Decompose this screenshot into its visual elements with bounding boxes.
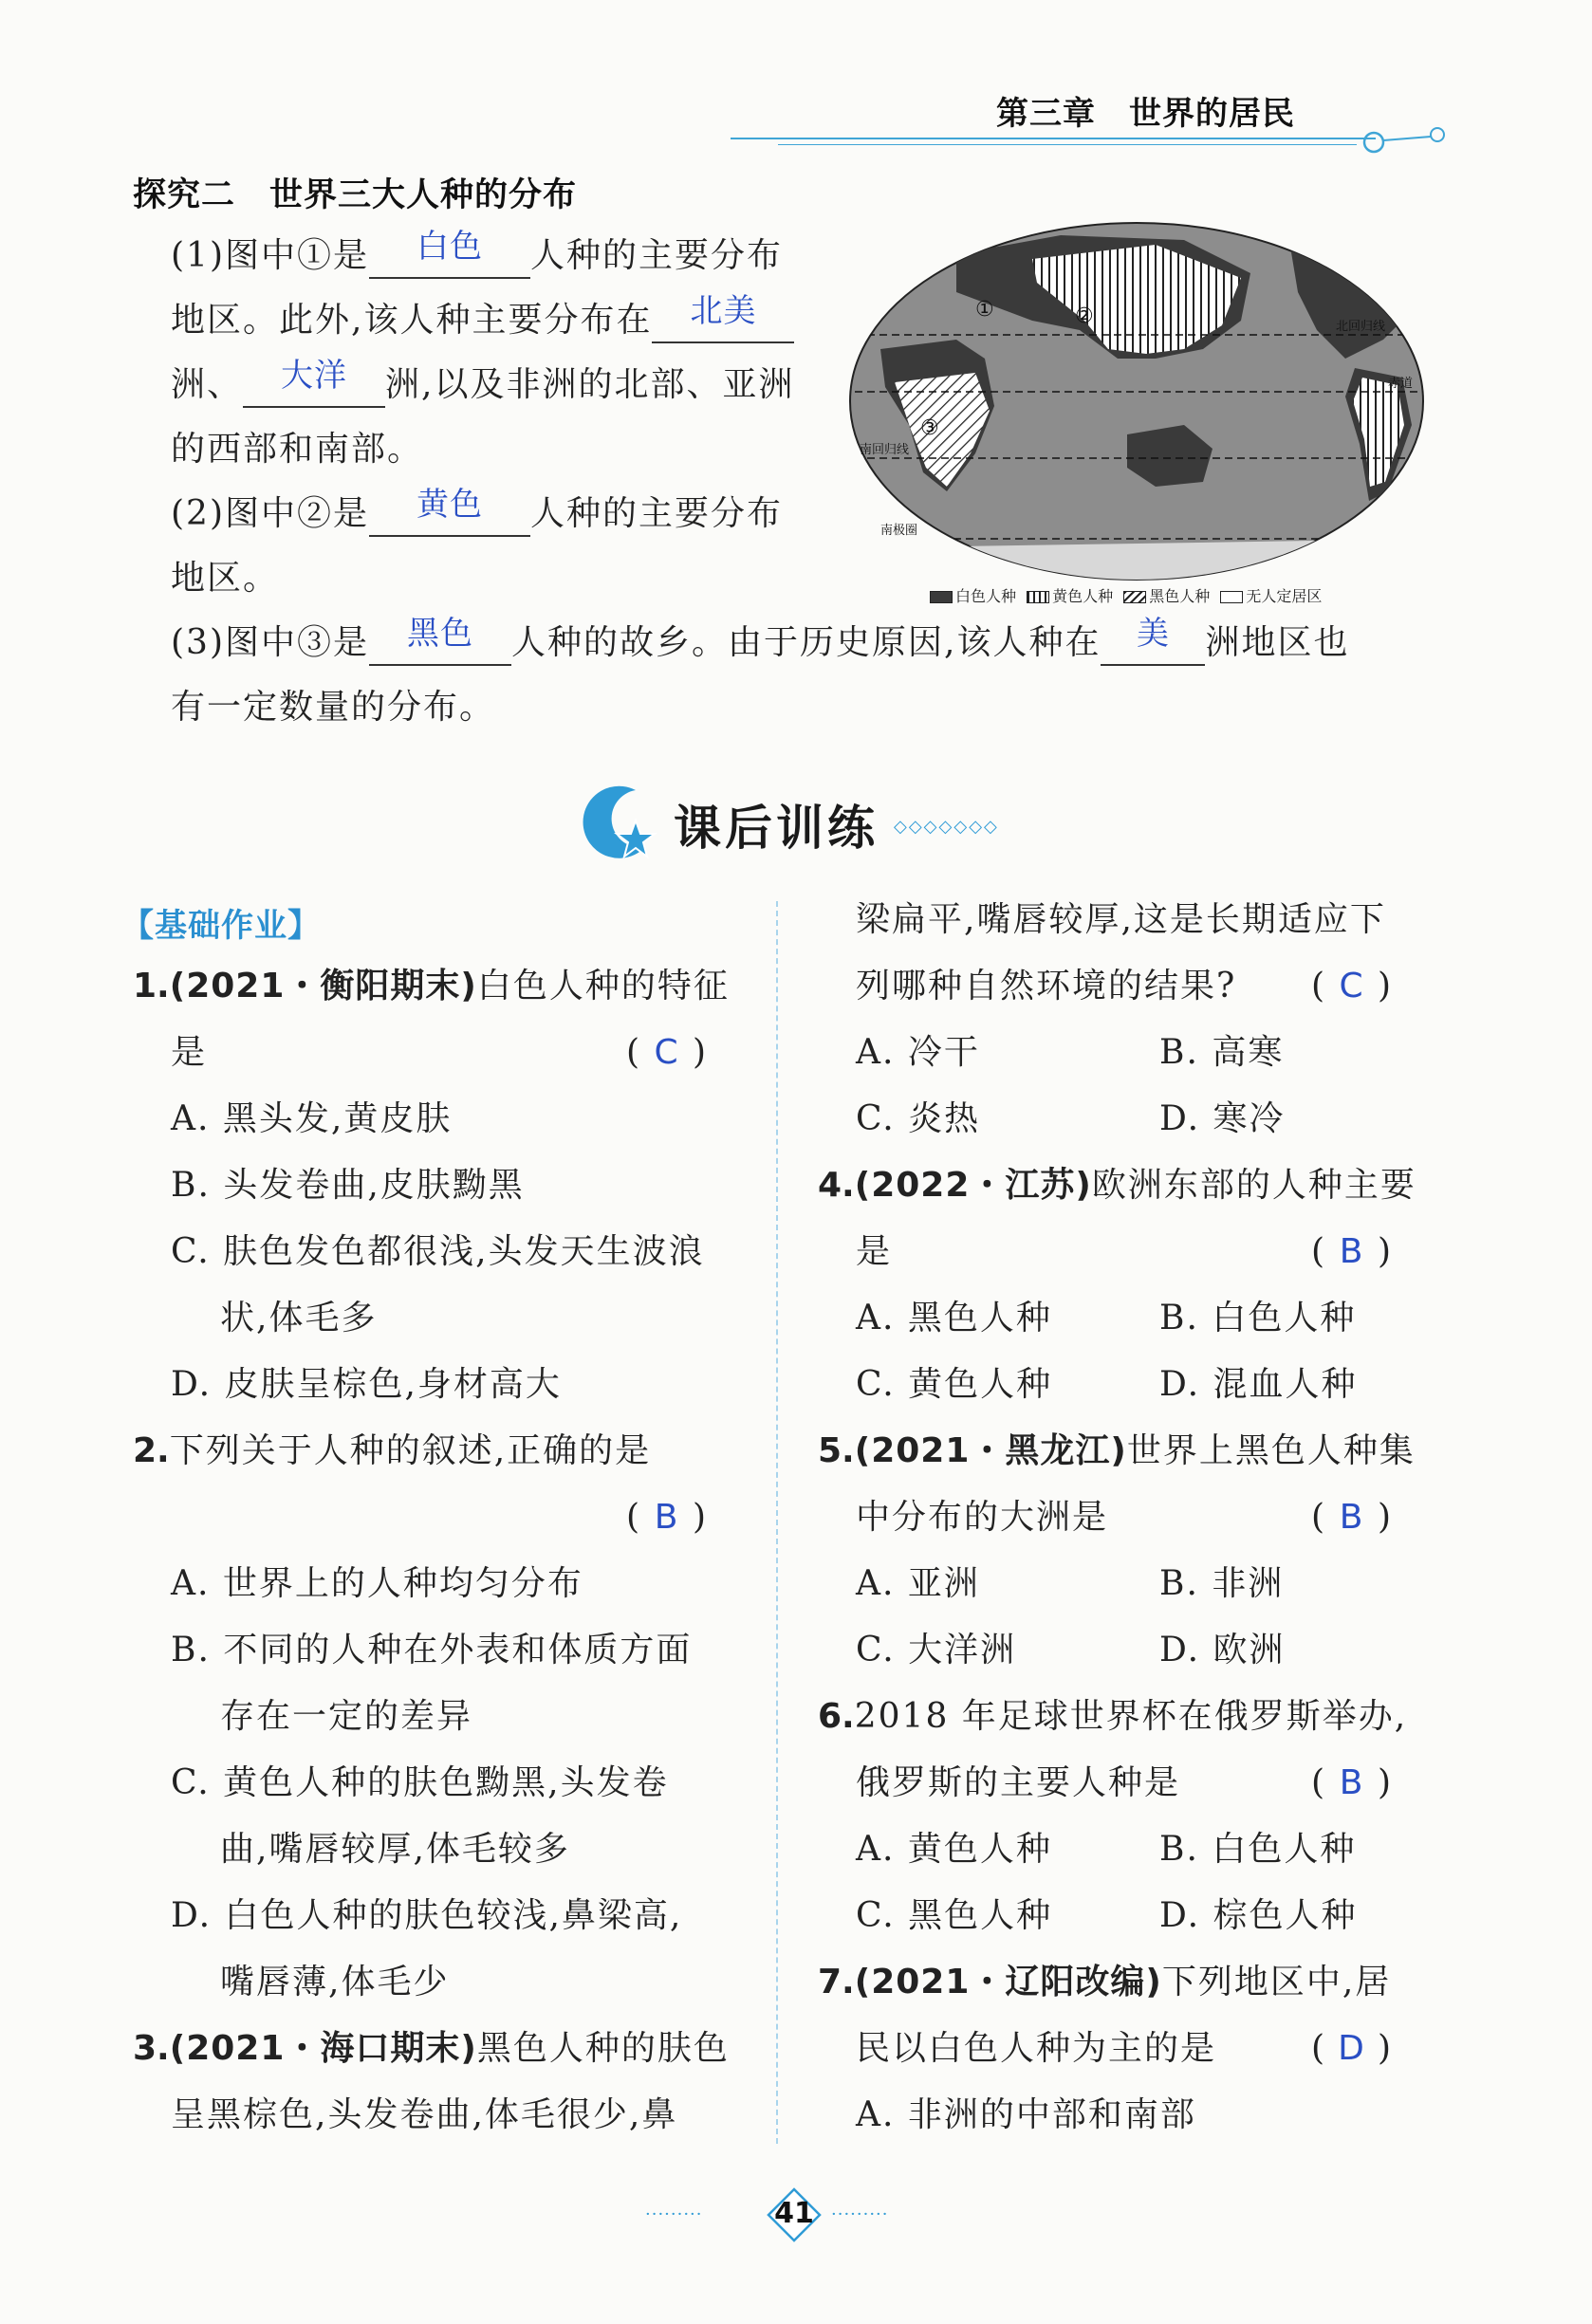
explore-line-3 [171,357,795,408]
footer-dots-right: ········· [831,2204,889,2224]
footer-dots-left: ········· [645,2204,703,2224]
question-stem: 2018 年足球世界杯在俄罗斯举办, [854,1697,1408,1736]
q2-answer-paren: ( B ) [626,1495,706,1540]
q6-option-a: A. 黄色人种 [856,1830,1052,1869]
q1-option-d: D. 皮肤呈棕色,身材高大 [171,1365,562,1404]
q5-option-c: C. 大洋洲 [856,1631,1017,1669]
filled-answer: 白色 [417,228,483,266]
map-label-antarctic: 南极圈 [880,524,918,538]
q5-answer: B [1339,1498,1363,1537]
q3-stem-line2: 呈黑棕色,头发卷曲,体毛很少,鼻 [171,2095,678,2134]
q5-stem-line2: 中分布的大洲是 [856,1498,1109,1537]
q5-option-a: A. 亚洲 [856,1564,980,1603]
text-span: 洲,以及非洲的北部、亚洲 [385,365,795,404]
q5-option-b: B. 非洲 [1159,1564,1285,1603]
text-span: 地区。此外,该人种主要分布在 [171,301,653,340]
question-number: 5. [818,1431,855,1470]
q4-option-b: B. 白色人种 [1159,1299,1357,1337]
question-stem: 下列地区中,居 [1161,1963,1392,2001]
question-number: 4. [818,1166,855,1205]
filled-answer: 美 [1136,615,1170,653]
legend-swatch-white [930,591,953,603]
text-span: 人种的主要分布 [530,236,784,275]
q3-stem-line1 [133,2026,730,2072]
explore-line-2 [171,292,794,343]
q3-option-b: B. 高寒 [1159,1033,1285,1072]
world-race-map [842,216,1431,586]
q6-stem-line1 [818,1694,1407,1740]
q1-option-a: A. 黑头发,黄皮肤 [171,1099,453,1138]
map-label-south-tropic: 南回归线 [860,443,910,457]
chapter-title: 第三章 世界的居民 [996,95,1295,133]
q1-option-b: B. 头发卷曲,皮肤黝黑 [171,1166,525,1205]
q3-option-c: C. 炎热 [856,1099,981,1138]
question-number: 3. [133,2029,170,2068]
q6-option-d: D. 棕色人种 [1159,1896,1358,1935]
text-span: 人种的主要分布 [530,494,784,533]
answer-blank [369,615,511,666]
question-source: (2021・海口期末) [169,2029,477,2068]
filled-answer: 大洋 [281,357,348,395]
legend-label-white: 白色人种 [955,587,1017,605]
explore-line-1 [171,228,784,279]
q3-answer-paren: ( C ) [1311,964,1391,1009]
legend-swatch-black [1123,591,1146,603]
section-banner [569,773,1006,868]
question-source: (2021・黑龙江) [854,1431,1127,1470]
page-footer [645,2182,949,2248]
section-label: 【基础作业】 [121,907,321,945]
q7-answer: D [1338,2029,1364,2068]
q2-option-c1: C. 黄色人种的肤色黝黑,头发卷 [171,1763,669,1802]
q2-option-c2: 曲,嘴唇较厚,体毛较多 [220,1830,570,1869]
text-span: (1)图中①是 [171,236,369,275]
page-number: 41 [774,2197,814,2230]
q2-stem-line1 [133,1429,651,1474]
question-number: 7. [818,1963,855,2001]
q3-option-d: D. 寒冷 [1159,1099,1286,1138]
question-number: 6. [818,1697,855,1736]
answer-blank [243,357,385,408]
question-source: (2022・江苏) [854,1166,1092,1205]
q1-option-c1: C. 肤色发色都很浅,头发天生波浪 [171,1232,705,1271]
text-span: (3)图中③是 [171,623,369,662]
explore-line-5 [171,486,784,537]
explore-heading: 探究二 世界三大人种的分布 [133,176,578,214]
column-divider [776,901,778,2144]
question-stem: 欧洲东部的人种主要 [1091,1166,1416,1205]
header-rule-thin [778,144,1357,145]
q1-answer: C [654,1033,678,1072]
q1-option-c2: 状,体毛多 [220,1299,378,1337]
q2-option-a: A. 世界上的人种均匀分布 [171,1564,583,1603]
header-ornament [1347,123,1452,161]
legend-label-none: 无人定居区 [1246,587,1323,605]
question-stem: 下列关于人种的叙述,正确的是 [169,1431,652,1470]
map-label-circle2: ② [1075,304,1094,328]
q6-stem-line2: 俄罗斯的主要人种是 [856,1763,1181,1802]
q2-option-d2: 嘴唇薄,体毛少 [220,1963,450,2001]
q4-option-d: D. 混血人种 [1159,1365,1358,1404]
q5-option-d: D. 欧洲 [1159,1631,1286,1669]
text-span: 地区。 [171,559,280,598]
banner-star-icon [569,781,664,866]
map-label-north-tropic: 北回归线 [1336,320,1386,334]
question-number: 1. [133,967,170,1005]
answer-blank [1101,615,1205,666]
explore-line-6 [171,556,279,601]
text-span: 的西部和南部。 [171,430,424,469]
question-stem: 世界上黑色人种集 [1126,1431,1416,1470]
q7-stem-line1 [818,1960,1391,2005]
explore-line-8 [171,685,495,730]
q2-option-d1: D. 白色人种的肤色较浅,鼻梁高, [171,1896,683,1935]
question-stem: 白色人种的特征 [476,967,730,1005]
legend-label-black: 黑色人种 [1149,587,1211,605]
legend-swatch-yellow [1027,591,1049,603]
banner-dots: ◇◇◇◇◇◇◇ [894,817,999,837]
question-stem: 是 [171,1033,208,1072]
answer-blank [652,292,794,343]
text-span: 有一定数量的分布。 [171,688,496,727]
filled-answer: 北美 [690,292,757,330]
q7-stem-line2: 民以白色人种为主的是 [856,2029,1217,2068]
q3-stem-line3: 梁扁平,嘴唇较厚,这是长期适应下 [856,900,1386,939]
explore-line-7 [171,615,1350,666]
answer-blank [369,486,530,537]
q2-option-b1: B. 不同的人种在外表和体质方面 [171,1631,693,1669]
text-span: 洲、 [171,365,244,404]
q6-option-b: B. 白色人种 [1159,1830,1357,1869]
q6-option-c: C. 黑色人种 [856,1896,1053,1935]
q7-option-a: A. 非洲的中部和南部 [856,2095,1196,2134]
text-span: (2)图中②是 [171,494,369,533]
filled-answer: 黑色 [407,615,473,653]
q5-answer-paren: ( B ) [1311,1495,1391,1540]
map-label-equator: 赤道 [1388,377,1414,391]
q4-option-a: A. 黑色人种 [856,1299,1052,1337]
legend-swatch-none [1220,591,1243,603]
question-stem: 黑色人种的肤色 [476,2029,730,2068]
map-label-circle3: ③ [920,416,939,440]
q6-answer: B [1339,1763,1363,1802]
q3-answer: C [1339,967,1363,1005]
q6-answer-paren: ( B ) [1311,1761,1391,1806]
q2-option-b2: 存在一定的差异 [220,1697,473,1736]
legend-label-yellow: 黄色人种 [1052,587,1114,605]
explore-line-4 [171,427,423,472]
question-source: (2021・衡阳期末) [169,967,477,1005]
q1-stem-line1 [133,964,730,1009]
map-label-circle1: ① [975,298,994,322]
q4-stem-line1 [818,1163,1416,1208]
q7-answer-paren: ( D ) [1311,2026,1391,2072]
filled-answer: 黄色 [417,486,483,524]
question-number: 2. [133,1431,170,1470]
text-span: 人种的故乡。由于历史原因,该人种在 [511,623,1101,662]
text-span: 洲地区也 [1205,623,1350,662]
antarctica-shape [842,539,1431,586]
q4-stem-line2: 是 [856,1232,893,1271]
q4-option-c: C. 黄色人种 [856,1365,1053,1404]
answer-blank [369,228,530,279]
q5-stem-line1 [818,1429,1416,1474]
header-rule [731,138,1376,139]
banner-title: 课后训练 [674,801,879,856]
q1-stem-line2 [171,1030,207,1076]
q2-answer: B [654,1498,678,1537]
map-legend [930,584,1322,606]
q1-answer-paren: ( C ) [626,1030,706,1076]
q4-answer: B [1339,1232,1363,1271]
q4-answer-paren: ( B ) [1311,1229,1391,1275]
question-source: (2021・辽阳改编) [854,1963,1162,2001]
q3-stem-line4: 列哪种自然环境的结果? [856,967,1237,1005]
q3-option-a: A. 冷干 [856,1033,980,1072]
